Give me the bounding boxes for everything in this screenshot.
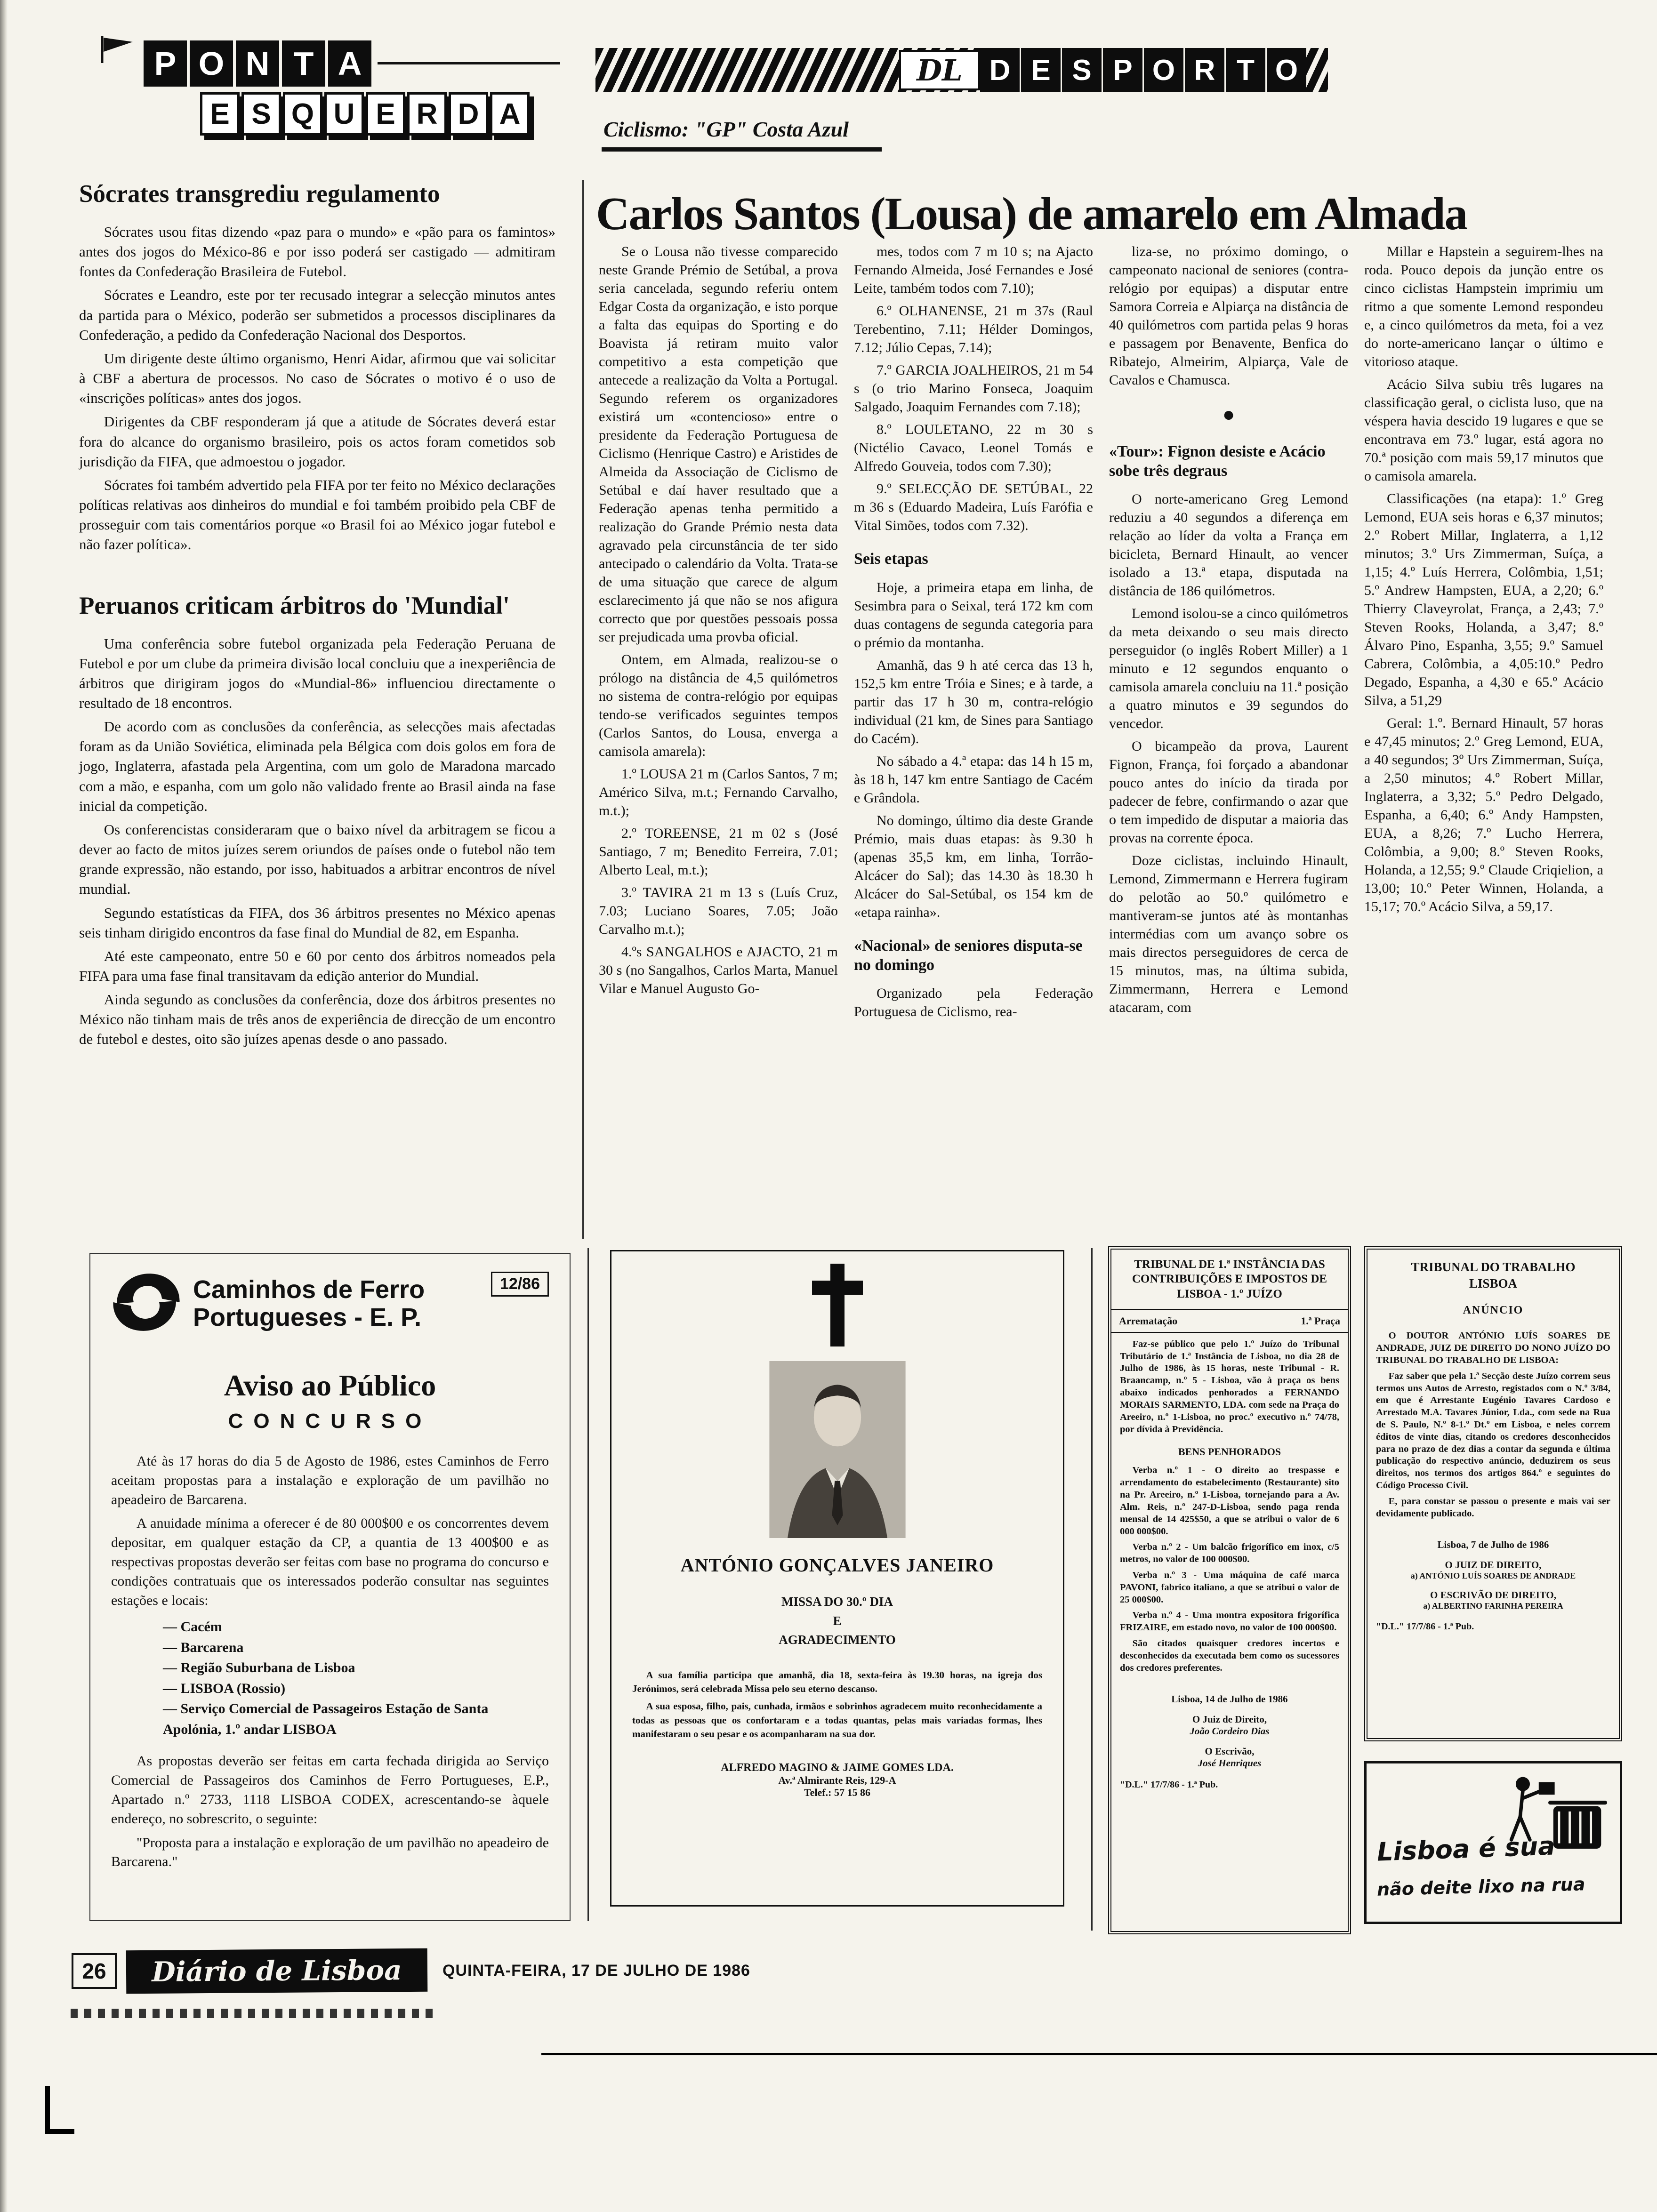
subhead: «Tour»: Fignon desiste e Acácio sobe três degraus bbox=[1109, 442, 1326, 480]
lisboa-civic-ad bbox=[1364, 1761, 1622, 1924]
letter-tile: N bbox=[236, 40, 279, 87]
paragraph: A anuidade mínima a oferecer é de 80 000$00 e os concorrentes devem depositar, em qualquer estação da CP, a quantia de 13 400$00 e as respectivas propostas deverão ser feitas com base no programa do concurso e condições contratuais que os interessados poderão consultar nas seguintes estações e locais: bbox=[111, 1515, 549, 1608]
dl-logo bbox=[899, 50, 980, 90]
paragraph: 2.º TOREENSE, 21 m 02 s (José Santiago, 7 m; Benedito Ferreira, 7.01; Alberto Leal, m.t.); bbox=[599, 825, 838, 878]
mass-line3: AGRADECIMENTO bbox=[779, 1633, 896, 1647]
main-headline: Carlos Santos (Lousa) de amarelo em Almada bbox=[596, 188, 1467, 240]
masthead-rule bbox=[378, 62, 560, 64]
flag-icon bbox=[99, 35, 137, 66]
paragraph: 1.º LOUSA 21 m (Carlos Santos, 7 m; Américo Silva, m.t.; Fernando Carvalho, m.t.); bbox=[599, 766, 838, 818]
clerk-label: O Escrivão, bbox=[1205, 1745, 1255, 1757]
paragraph: E, para constar se passou o presente e mais vai ser devidamente publicado. bbox=[1376, 1496, 1610, 1519]
paragraph: O DOUTOR ANTÓNIO LUÍS SOARES DE ANDRADE, JUIZ DE DIREITO DO NONO JUÍZO DO TRIBUNAL DO TRABALHO DE LISBOA: bbox=[1376, 1330, 1610, 1365]
subhead: BENS PENHORADOS bbox=[1178, 1446, 1281, 1458]
paragraph: O bicampeão da prova, Laurent Fignon, França, foi forçado a abandonar pouco antes do início da tirada por padecer de febre, confirmando o azar que o tem impedido de disputar a maioria das provas na corrente época. bbox=[1109, 738, 1348, 846]
paragraph: mes, todos com 7 m 10 s; na Ajacto Fernando Almeida, José Fernandes e José Leite, também todos com 7.10); bbox=[854, 244, 1093, 296]
civic-slogan-line1: Lisboa é sua bbox=[1376, 1831, 1556, 1867]
cp-brand-line1: Caminhos de Ferro bbox=[193, 1275, 425, 1304]
cp-railway-ad bbox=[89, 1253, 571, 1921]
letter-tile: T bbox=[282, 40, 325, 87]
paragraph: "Proposta para a instalação e exploração de um pavilhão no apeadeiro de Barcarena." bbox=[111, 1835, 549, 1870]
paragraph: O norte-americano Greg Lemond reduziu a 40 segundos a diferença em relação ao líder da volta a França em bicicleta, Bernard Hinault, ao vencer isolado a 13.ª etapa, disputada na distância de 186 quilómetros. bbox=[1109, 491, 1348, 599]
paragraph: Organizado pela Federação Portuguesa de Ciclismo, rea- bbox=[854, 986, 1093, 1020]
desporto-section-bar bbox=[595, 48, 1328, 92]
masthead-line2 bbox=[200, 92, 530, 136]
paragraph: Verba n.º 4 - Uma montra expositora frigorífica FRIZAIRE, em estado novo, no valor de 100 000$00. bbox=[1120, 1610, 1339, 1633]
bottom-rule-1 bbox=[587, 1248, 589, 1921]
paragraph: Millar e Hapstein a seguirem-lhes na roda. Pouco depois da junção entre os cinco ciclistas Hampstein imprimiu um ritmo a que somente Lemond respondeu e, a cinco quilómetros da meta, foi a vez do norte-americano lançar o último e vitorioso ataque. bbox=[1364, 244, 1603, 369]
tribunal2-title-line1: TRIBUNAL DO TRABALHO bbox=[1411, 1260, 1576, 1274]
column-rule bbox=[582, 180, 584, 1239]
article1-body bbox=[79, 222, 555, 555]
arrematacao-label: Arrematação bbox=[1119, 1314, 1178, 1327]
tribunal1-title: TRIBUNAL DE 1.ª INSTÂNCIA DAS CONTRIBUIÇÕES E IMPOSTOS DE LISBOA - 1.º JUÍZO bbox=[1111, 1250, 1348, 1310]
paragraph: Verba n.º 3 - Uma máquina de café marca PAVONI, fabrico italiano, a que se atribui o valor de 25 000$00. bbox=[1120, 1570, 1339, 1605]
paragraph: Faz saber que pela 1.ª Secção deste Juízo correm seus termos uns Autos de Arresto, registados com o N.º 3/84, em que é Arrestante Eugénio Tavares Cardoso e Arrestado M.A. Tavares Júnior, Lda., com sede na Rua de S. Paulo, N.º 8-1.º Dt.º em Lisboa, e neles correm éditos de vinte dias, citando os credores desconhecidos para no prazo de dez dias a contar da segunda e última publicação do respectivo anúncio, deduzirem os seus direitos, nos termos dos artigos 864.º e seguintes do Código Processo Civil. bbox=[1376, 1370, 1610, 1491]
bottom-rule-2 bbox=[1091, 1248, 1093, 1931]
civic-slogan-line2: não deite lixo na rua bbox=[1376, 1874, 1585, 1900]
paragraph: No domingo, último dia deste Grande Prémio, mais duas etapas: às 9.30 h (apenas 35,5 km, em linha, Torrão-Alcácer do Sal); das 14.30 às 18.30 h Alcácer do Sal-Setúbal, os 154 km de «etapa rainha». bbox=[854, 812, 1093, 920]
paragraph: Acácio Silva subiu três lugares na classificação geral, o ciclista luso, que na véspera havia descido 19 lugares e que se encontrava em 73.º lugar, está agora no 70.ª posição com mais 59,17 minutos que o camisola amarela. bbox=[1364, 377, 1603, 484]
paragraph: Uma conferência sobre futebol organizada pela Federação Peruana de Futebol e por um clube da primeira divisão local concluiu que a inexperiência de árbitros que dirigiram jogos do «Mundial-86» influenciou directamente o resultado de 18 encontros. bbox=[79, 635, 555, 711]
obituary-notice bbox=[610, 1250, 1064, 1907]
paragraph: — Barcarena bbox=[163, 1639, 244, 1655]
funeral-home-address: Av.ª Almirante Reis, 129-A bbox=[778, 1774, 896, 1787]
paragraph: Verba n.º 1 - O direito ao trespasse e arrendamento do estabelecimento (Restaurante) sito na Pr. Areeiro, n.º 1-Lisboa, tornejando para a Av. Alm. Reis, n.º 247-D-Lisboa, sendo paga renda mensal de 14 425$50, a que se atribui o valor de 6 000 000$00. bbox=[1120, 1465, 1339, 1537]
paragraph: Verba n.º 2 - Um balcão frigorífico em inox, c/5 metros, no valor de 100 000$00. bbox=[1120, 1542, 1339, 1565]
clerk-name: José Henriques bbox=[1198, 1757, 1262, 1769]
letter-tile: T bbox=[1224, 48, 1265, 92]
letter-tile: O bbox=[1265, 48, 1306, 92]
paragraph: Lemond isolou-se a cinco quilómetros da meta deixando o seu mais directo perseguidor (o inglês Robert Miller) a 1 minuto e 12 segundos enquanto o camisola amarela concluiu na 11.ª posição a quatro minutos e 39 segundos do vencedor. bbox=[1109, 606, 1348, 732]
tribunal2-date: Lisboa, 7 de Julho de 1986 bbox=[1437, 1539, 1549, 1550]
mass-line1: MISSA DO 30.º DIA bbox=[781, 1595, 893, 1609]
letter-tile: E bbox=[366, 92, 405, 136]
paragraph: Ainda segundo as conclusões da conferência, doze dos árbitros presentes no México não tinham mais de três anos de experiência de direcção de um encontro de futebol e destes, oito são juízes apenas desde o ano passado. bbox=[79, 991, 555, 1048]
letter-tile: E bbox=[1020, 48, 1061, 92]
cross-icon bbox=[632, 1264, 1042, 1349]
paragraph: 8.º LOULETANO, 22 m 30 s (Nictélio Cavaco, Leonel Tomás e Alfredo Gouveia, todos com 7.30); bbox=[854, 422, 1093, 474]
letter-tile: U bbox=[324, 92, 364, 136]
tribunal-notice-2 bbox=[1364, 1246, 1622, 1741]
anuncio-label: ANÚNCIO bbox=[1463, 1304, 1524, 1317]
letter-tile: A bbox=[328, 40, 371, 87]
article-column-4 bbox=[1364, 242, 1603, 1242]
tribunal2-title-line2: LISBOA bbox=[1469, 1276, 1518, 1291]
obituary-text bbox=[632, 1668, 1042, 1741]
paragraph: Doze ciclistas, incluindo Hinault, Lemond, Zimmermann e Herrera fugiram do pelotão ao 50.º quilómetro e mantiveram-se juntos até às montanhas intermédias com um avanço sobre os mais directos perseguidores de cerca de 15 minutos, mas, na última subida, Zimmermann, Herrera e Lemond atacaram, com bbox=[1109, 853, 1348, 1016]
letter-tile: S bbox=[1061, 48, 1102, 92]
paragraph: — LISBOA (Rossio) bbox=[163, 1680, 286, 1696]
article-column-1 bbox=[599, 242, 838, 1242]
ad-reference-box: 12/86 bbox=[491, 1272, 549, 1297]
praca-label: 1.ª Praça bbox=[1301, 1314, 1340, 1327]
article2-body bbox=[79, 634, 555, 1050]
publication-line: "D.L." 17/7/86 - 1.ª Pub. bbox=[1120, 1779, 1218, 1790]
paragraph: 7.º GARCIA JOALHEIROS, 21 m 54 s (o trio Marino Fonseca, Joaquim Salgado, Joaquim Fernandes com 7.18); bbox=[854, 362, 1093, 415]
paragraph: Os conferencistas consideraram que o baixo nível da arbitragem se ficou a dever ao facto de mitos juízes serem oriundos de países onde o futebol não tem grande expressão, não estando, por isso, habituados a arbitrar encontros de nível mundial. bbox=[79, 821, 555, 898]
judge-label: O JUIZ DE DIREITO, bbox=[1445, 1559, 1542, 1571]
paragraph: — Região Suburbana de Lisboa bbox=[163, 1660, 355, 1676]
paragraph: Sócrates foi também advertido pela FIFA por ter feito no México declarações políticas relativas aos dinheiros do mundial e foi também proibido pela CBF de prosseguir com tais comentários porque «o Brasil foi ao México jogar futebol e não fazer política». bbox=[79, 476, 555, 553]
paragraph: Classificações (na etapa): 1.º Greg Lemond, EUA seis horas e 6,37 minutos; 2.º Robert Millar, Inglaterra, a 1,12 minutos; 3.º Urs Zimmerman, Suíça, a 1,15; 4.º Luís Herrera, Colômbia, 1,51; 5.º Andrew Hampsten, EUA, a 2,20; 6.º Thierry Claveyrolat, França, a 2,43; 7.º Steven Rooks, Holanda, a 3,47; 8.º Álvaro Pino, Espanha, 3,55; 9.º Samuel Cabrera, Colômbia, a 4,05:10.º Pedro Degado, Espanha, a 4,30 e 65.º Acácio Silva, a 51,29 bbox=[1364, 491, 1603, 708]
paragraph: No sábado a 4.ª etapa: das 14 h 15 m, às 18 h, 147 km entre Santiago de Cacém e Grândola. bbox=[854, 753, 1093, 806]
ad-subtitle: CONCURSO bbox=[228, 1410, 432, 1433]
paragraph: 9.º SELECÇÃO DE SETÚBAL, 22 m 36 s (Eduardo Madeira, Luís Farófia e Vital Simões, todos com 7.32). bbox=[854, 481, 1093, 533]
mass-announcement bbox=[632, 1592, 1042, 1650]
ad-paragraphs-2 bbox=[111, 1752, 549, 1872]
paragraph: A sua esposa, filho, pais, cunhada, irmãos e sobrinhos agradecem muito reconhecidamente a todas as pessoas que os confortaram e a todas quantas, pelas mais variadas formas, lhes manifestaram o seu pesar e os acompanharam na sua dor. bbox=[632, 1700, 1042, 1740]
left-articles-column bbox=[79, 180, 555, 1053]
scan-edge-shadow bbox=[0, 0, 8, 2212]
paragraph: Segundo estatísticas da FIFA, dos 36 árbitros presentes no México apenas seis tinham dirigido encontros da fase final do Mundial de 82, em Espanha. bbox=[79, 904, 555, 941]
tribunal1-date: Lisboa, 14 de Julho de 1986 bbox=[1171, 1693, 1288, 1705]
tribunal-notice-1 bbox=[1108, 1246, 1351, 1934]
paragraph: Até este campeonato, entre 50 e 60 por cento dos árbitros nomeados pela FIFA para uma fase final transitavam da edição anterior do Mundial. bbox=[79, 947, 555, 984]
letter-tile: D bbox=[449, 92, 488, 136]
paragraph: A sua família participa que amanhã, dia 18, sexta-feira às 19.30 horas, na igreja dos Jerónimos, será celebrada Missa pelo seu eterno descanso. bbox=[632, 1669, 1042, 1694]
paragraph: Sócrates e Leandro, este por ter recusado integrar a selecção minutos antes da partida para o México, poderão ser submetidos a processos disciplinares da Confederação, a pedido da Confederação Nacional dos Desportos. bbox=[79, 287, 555, 343]
tribunal2-title bbox=[1367, 1250, 1619, 1294]
ad-paragraphs-1 bbox=[111, 1452, 549, 1610]
ad-title: Aviso ao Público bbox=[224, 1369, 436, 1402]
main-article-body bbox=[599, 242, 1640, 1242]
ponta-esquerda-masthead bbox=[99, 37, 574, 145]
funeral-home-name: ALFREDO MAGINO & JAIME GOMES LDA. bbox=[721, 1762, 954, 1774]
paragraph: 3.º TAVIRA 21 m 13 s (Luís Cruz, 7.03; Luciano Soares, 7.05; João Carvalho m.t.); bbox=[599, 885, 838, 937]
tribunal2-body bbox=[1367, 1324, 1619, 1529]
paragraph: 6.º OLHANENSE, 21 m 37s (Raul Terebentino, 7.11; Hélder Domingos, 7.12; Júlio Cepas, 7.14); bbox=[854, 303, 1093, 355]
newspaper-logo: Diário de Lisboa bbox=[126, 1948, 428, 1994]
article-kicker: Ciclismo: "GP" Costa Azul bbox=[602, 117, 882, 152]
paragraph: Ontem, em Almada, realizou-se o prólogo na distância de 4,5 quilómetros no sistema de contra-relógio por equipas tendo-se verificados seguintes tempos (Carlos Santos, do Lousa, enverga a camisola amarela): bbox=[599, 652, 838, 759]
article-column-3 bbox=[1109, 242, 1348, 1242]
judge-name: João Cordeiro Dias bbox=[1190, 1725, 1270, 1737]
subhead: «Nacional» de seniores disputa-se no domingo bbox=[854, 937, 1083, 974]
desporto-title bbox=[980, 48, 1306, 92]
cp-logo-icon bbox=[111, 1267, 182, 1340]
paragraph: De acordo com as conclusões da conferência, as selecções mais afectadas foram as da União Soviética, eliminada pela Bélgica com dois golos em fora de jogo, Inglaterra, afastada pela Argentina, com um golo de Maradona marcado com a mão, e espanha, com um golo não validado frente ao Brasil ainda na fase inicial da competição. bbox=[79, 718, 555, 814]
letter-tile: A bbox=[490, 92, 530, 136]
scan-artifact-mark bbox=[45, 2086, 50, 2133]
article-column-2 bbox=[854, 242, 1093, 1242]
judge-label: O Juiz de Direito, bbox=[1192, 1713, 1267, 1725]
letter-tile: S bbox=[241, 92, 281, 136]
letter-tile: R bbox=[1183, 48, 1224, 92]
paragraph: Faz-se público que pelo 1.º Juízo do Tribunal Tributário de 1.ª Instância de Lisboa, no dia 28 de Julho de 1986, às 15 horas, neste Tribunal - R. Braancamp, n.º 5 - Lisboa, vão à praça os bens abaixo indicados penhorados a FERNANDO MORAIS SARMENTO, LDA. com sede na Praça do Areeiro, n.º 1-Lisboa, no proc.º executivo n.º 74/78, por dívida à Previdência. bbox=[1120, 1338, 1339, 1435]
clerk-name: a) ALBERTINO FARINHA PEREIRA bbox=[1423, 1601, 1563, 1611]
paragraph: As propostas deverão ser feitas em carta fechada dirigida ao Serviço Comercial de Passageiros dos Caminhos de Ferro Portugueses, E.P., Apartado n.º 2733, 1118 LISBOA CODEX, acrescentando-se àquele endereço, no sobrescrito, o seguinte: bbox=[111, 1753, 549, 1827]
paragraph: São citados quaisquer credores incertos e desconhecidos da executada bem como os sucessores dos credores preferentes. bbox=[1120, 1638, 1339, 1673]
letter-tile: P bbox=[144, 40, 187, 87]
letter-tile: Q bbox=[283, 92, 322, 136]
letter-tile: D bbox=[989, 54, 1011, 87]
paragraph: — Serviço Comercial de Passageiros Estação de Santa Apolónia, 1.º andar LISBOA bbox=[163, 1701, 489, 1737]
paragraph: liza-se, no próximo domingo, o campeonato nacional de seniores (contra-relógio por equipas) a disputar entre Samora Correia e Alpiarça na distância de 40 quilómetros com partida pelas 9 horas e passagem por Benavente, Benfica do Ribatejo, Almeirim, Alpiarça, Vale de Cavalos e Chamusca. bbox=[1109, 244, 1348, 388]
dl-logo-text: DL bbox=[917, 53, 963, 88]
subhead: ● bbox=[1222, 403, 1235, 426]
footer-date: QUINTA-FEIRA, 17 DE JULHO DE 1986 bbox=[442, 1962, 750, 1980]
paragraph: Um dirigente deste último organismo, Henri Aidar, afirmou que vai solicitar à CBF a abertura de processos. No caso de Sócrates o motivo é o uso de «inscrições políticas» antes dos jogos. bbox=[79, 350, 555, 407]
cp-brand-row bbox=[111, 1267, 491, 1340]
masthead-line1 bbox=[144, 40, 371, 87]
deceased-name: ANTÓNIO GONÇALVES JANEIRO bbox=[680, 1555, 994, 1576]
mass-line2: E bbox=[833, 1613, 842, 1628]
page-number: 26 bbox=[72, 1953, 117, 1989]
letter-tile: R bbox=[407, 92, 447, 136]
footer-ornament bbox=[71, 2009, 438, 2018]
scan-artifact-line bbox=[541, 2053, 1657, 2055]
paragraph: Até às 17 horas do dia 5 de Agosto de 1986, estes Caminhos de Ferro aceitam propostas para a instalação e exploração de um pavilhão no apeadeiro de Barcarena. bbox=[111, 1453, 549, 1507]
paragraph: Dirigentes da CBF responderam já que a atitude de Sócrates deverá estar fora do alcance do organismo brasileiro, pois os actos foram cometidos sob jurisdição da FIFA, que admoestou o jogador. bbox=[79, 413, 555, 470]
article1-title: Sócrates transgrediu regulamento bbox=[79, 180, 440, 208]
paragraph: Sócrates usou fitas dizendo «paz para o mundo» e «pão para os famintos» antes dos jogos do México-86 e por isso poderá ser castigado — admitiram fontes da Confederação Brasileira de Futebol. bbox=[79, 224, 555, 280]
cp-brand-name bbox=[193, 1276, 425, 1331]
cp-brand-line2: Portugueses - E. P. bbox=[193, 1303, 422, 1331]
article2-title: Peruanos criticam árbitros do 'Mundial' bbox=[79, 592, 510, 619]
letter-tile: P bbox=[1102, 48, 1142, 92]
letter-tile: O bbox=[1142, 48, 1183, 92]
tribunal1-body bbox=[1111, 1333, 1348, 1684]
clerk-label: O ESCRIVÃO DE DIREITO, bbox=[1430, 1589, 1556, 1601]
paragraph: 4.ºs SANGALHOS e AJACTO, 21 m 30 s (no Sangalhos, Carlos Marta, Manuel Vilar e Manuel Augusto Go- bbox=[599, 944, 838, 996]
publication-line: "D.L." 17/7/86 - 1.ª Pub. bbox=[1376, 1621, 1474, 1632]
paragraph: Se o Lousa não tivesse comparecido neste Grande Prémio de Setúbal, a prova seria cancelada, segundo referiu ontem Edgar Costa da organização, e isto porque a falta das equipas do Sporting e do Boavista já retiram muito valor competitivo a esta competição que antecede a realização da Volta a Portugal. Segundo referem os organizadores existirá um «contencioso» entre o presidente da Federação Portuguesa de Ciclismo (Henrique Castro) e Aristides de Almeida da Associação de Ciclismo de Setúbal e daí haver resultado que a Federação apenas tenha permitido a realização do Grande Prémio nesta data agravado pela circunstância de ter sido antecipado o calendário da Volta. Trata-se de uma situação que carece de algum esclarecimento já que não se nos afigura correcto que por questões pessoais possa ser prejudicada uma provba oficial. bbox=[599, 244, 838, 645]
letter-tile: O bbox=[190, 40, 233, 87]
paragraph: Hoje, a primeira etapa em linha, de Sesimbra para o Seixal, terá 172 km com duas contagens de segunda categoria para o prémio da montanha. bbox=[854, 579, 1093, 650]
paragraph: Geral: 1.º. Bernard Hinault, 57 horas e 47,45 minutos; 2.º Greg Lemond, EUA, a 40 segundos; 3º Urs Zimmerman, Suíça, a 2,50 minutos; 4.º Robert Millar, Inglaterra, a 3,32; 5.º Pedro Delgado, Espanha, a 6,40; 6.º Andy Hampsten, EUA, a 8,26; 7.º Lucho Herrera, Colômbia, a 9,00; 8.º Steven Rooks, Holanda, a 12,55; 9.º Claude Criqielion, a 13,00; 10.º Peter Winnen, Holanda, a 15,17; 70.º Acácio Silva, a 59,17. bbox=[1364, 715, 1603, 914]
paragraph: — Cacém bbox=[163, 1619, 222, 1635]
scan-artifact-mark bbox=[45, 2129, 74, 2134]
letter-tile: E bbox=[200, 92, 240, 136]
paragraph: Amanhã, das 9 h até cerca das 13 h, 152,5 km entre Tróia e Sines; e à tarde, a partir das 17 h 30 m, contra-relógio individual (21 km, de Sines para Santiago do Cacém). bbox=[854, 657, 1093, 746]
subhead: Seis etapas bbox=[854, 550, 928, 568]
obituary-photo bbox=[632, 1361, 1042, 1538]
funeral-home-phone: Telef.: 57 15 86 bbox=[804, 1787, 870, 1799]
judge-name: a) ANTÓNIO LUÍS SOARES DE ANDRADE bbox=[1410, 1571, 1576, 1580]
station-list bbox=[163, 1617, 549, 1739]
tribunal1-labels bbox=[1111, 1310, 1348, 1333]
